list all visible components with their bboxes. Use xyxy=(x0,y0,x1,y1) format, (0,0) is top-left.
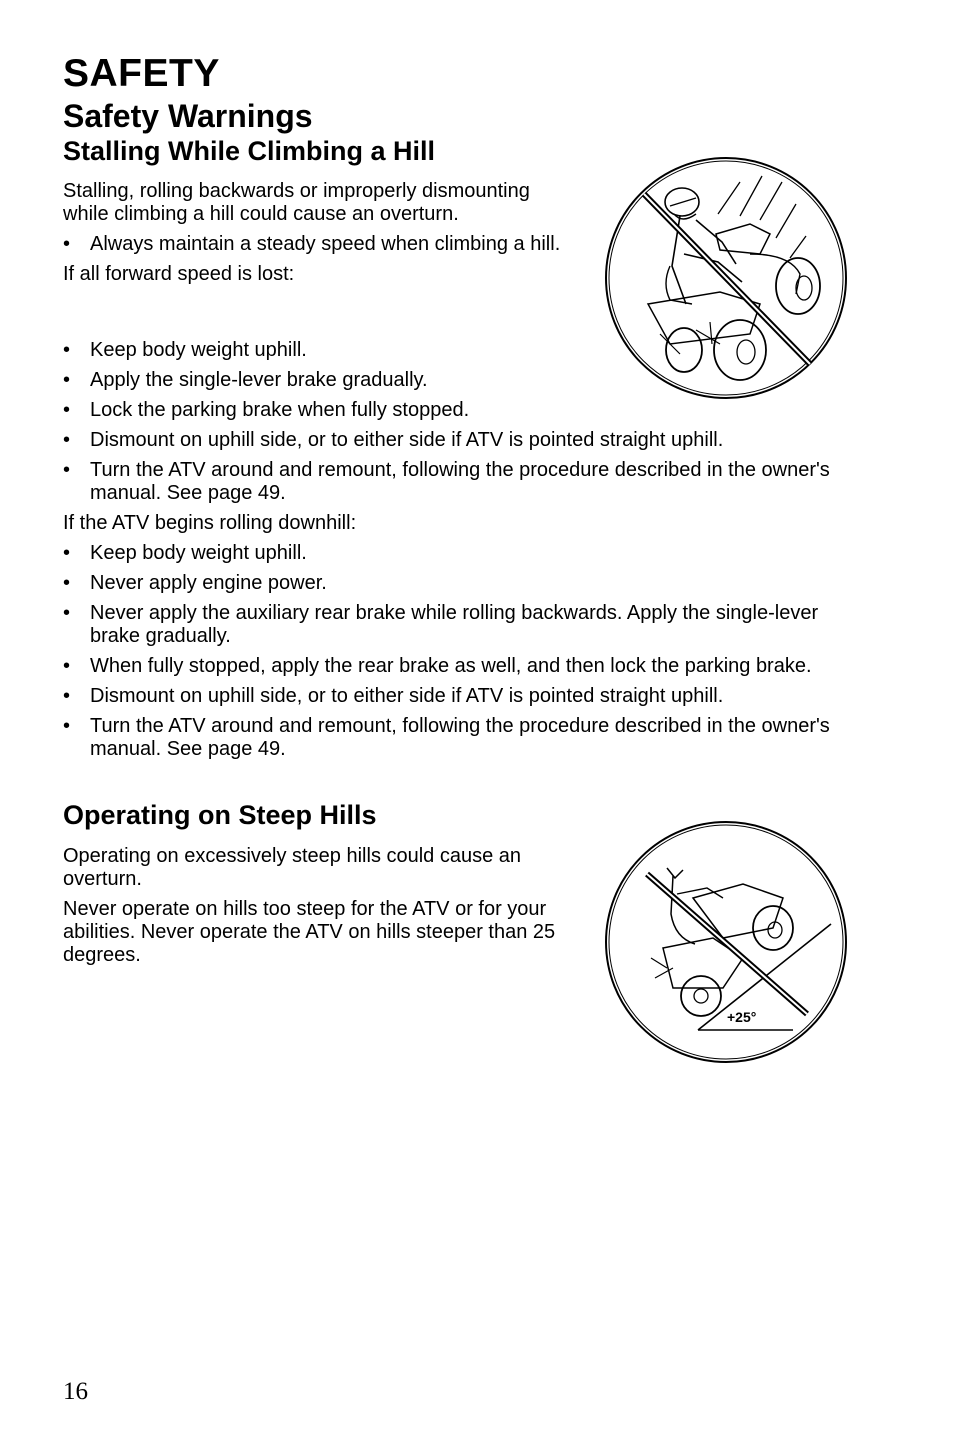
list-item-text: Never apply engine power. xyxy=(90,572,327,594)
list-item-text: Never apply the auxiliary rear brake while rolling backwards. Apply the single-lever brake gradually. xyxy=(90,602,819,647)
stalling-heading: Stalling While Climbing a Hill xyxy=(63,136,436,166)
list-item-text: Turn the ATV around and remount, following the procedure described in the owner's manual. See page 49. xyxy=(90,715,830,760)
steep-heading: Operating on Steep Hills xyxy=(63,800,377,830)
angle-label: +25° xyxy=(727,1009,757,1025)
bullet-list-c xyxy=(63,542,863,761)
bullet-glyph: • xyxy=(63,715,71,737)
steep-para-2: Never operate on hills too steep for the ATV or for your abilities. Never operate the ATV on hills steeper than 25 degrees. xyxy=(63,898,556,966)
lost-speed-label: If all forward speed is lost: xyxy=(63,263,295,285)
list-item-text: Always maintain a steady speed when climbing a hill. xyxy=(90,233,561,255)
bullet-glyph: • xyxy=(63,369,71,391)
bullet-glyph: • xyxy=(63,459,71,481)
bullet-glyph: • xyxy=(63,602,71,624)
bullet-glyph: • xyxy=(63,655,71,677)
page-number: 16 xyxy=(63,1378,88,1405)
section-title: SAFETY xyxy=(63,52,220,95)
list-item-text: Dismount on uphill side, or to either side if ATV is pointed straight uphill. xyxy=(90,685,724,707)
steep-hill-prohibition-illustration xyxy=(603,818,853,1068)
stalling-intro-block xyxy=(63,180,568,293)
bullet-glyph: • xyxy=(63,685,71,707)
stalling-intro: Stalling, rolling backwards or improperly dismounting while climbing a hill could cause an overturn. xyxy=(63,180,530,225)
page-subtitle: Safety Warnings xyxy=(63,98,313,134)
stalling-prohibition-illustration xyxy=(600,154,856,414)
steep-text-block xyxy=(63,845,563,974)
rolling-label: If the ATV begins rolling downhill: xyxy=(63,512,357,534)
list-item xyxy=(63,429,863,452)
list-item xyxy=(63,233,568,256)
list-item xyxy=(63,459,863,505)
bullet-glyph: • xyxy=(63,339,71,361)
bullet-glyph: • xyxy=(63,233,71,255)
list-item xyxy=(63,715,863,761)
list-item xyxy=(63,572,863,595)
list-item-text: Apply the single-lever brake gradually. xyxy=(90,369,428,391)
list-item-text: Keep body weight uphill. xyxy=(90,542,307,564)
bullet-glyph: • xyxy=(63,399,71,421)
bullet-glyph: • xyxy=(63,542,71,564)
list-item xyxy=(63,685,863,708)
list-item xyxy=(63,602,863,648)
list-item-text: Dismount on uphill side, or to either side if ATV is pointed straight uphill. xyxy=(90,429,724,451)
list-item xyxy=(63,542,863,565)
bullet-glyph: • xyxy=(63,429,71,451)
list-item-text: Lock the parking brake when fully stopped. xyxy=(90,399,470,421)
list-item-text: Keep body weight uphill. xyxy=(90,339,307,361)
list-item-text: Turn the ATV around and remount, following the procedure described in the owner's manual. See page 49. xyxy=(90,459,830,504)
steep-para-1: Operating on excessively steep hills could cause an overturn. xyxy=(63,845,522,890)
list-item-text: When fully stopped, apply the rear brake as well, and then lock the parking brake. xyxy=(90,655,812,677)
bullet-list-a xyxy=(63,233,568,256)
list-item xyxy=(63,655,863,678)
bullet-glyph: • xyxy=(63,572,71,594)
